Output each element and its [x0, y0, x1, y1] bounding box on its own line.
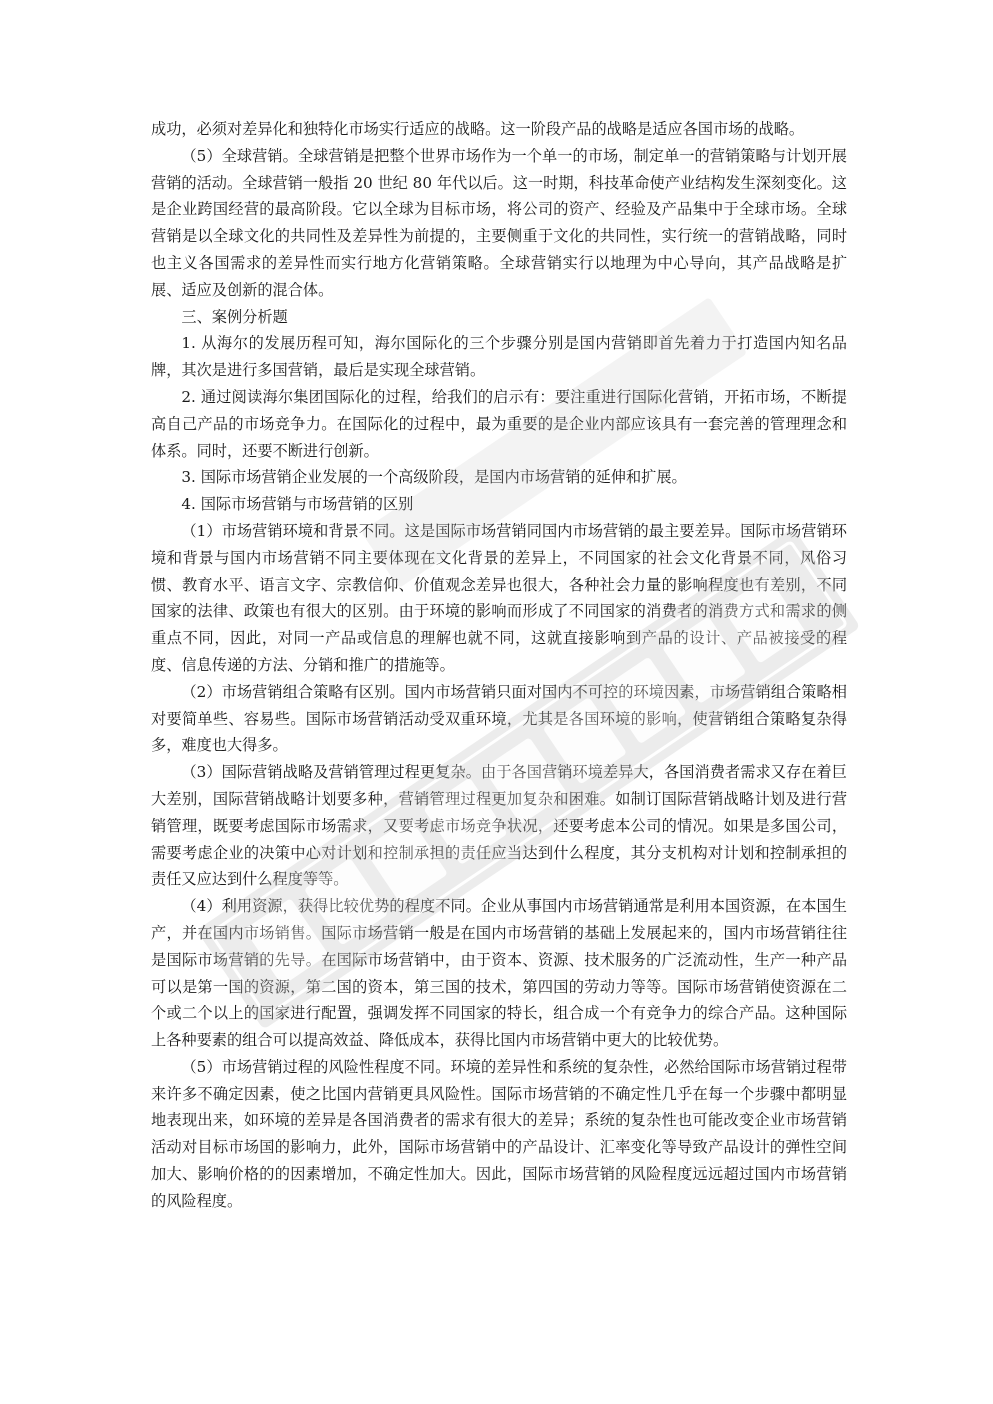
paragraph-difference-2: （2）市场营销组合策略有区别。国内市场营销只面对国内不可控的环境因素，市场营销组合策略相对要简单些、容易些。国际市场营销活动受双重环境，尤其是各国环境的影响，使营销组合策略复杂得多，难度也大得多。 — [151, 682, 847, 755]
paragraph-answer-4-title: 4. 国际市场营销与市场营销的区别 — [181, 495, 414, 514]
document-body — [151, 116, 847, 1215]
paragraph-answer-2: 2. 通过阅读海尔集团国际化的过程，给我们的启示有：要注重进行国际化营销，开拓市场，不断提高自己产品的市场竞争力。在国际化的过程中，最为重要的是企业内部应该具有一套完善的管理理念和体系。同时，还要不断进行创新。 — [151, 387, 847, 460]
paragraph-answer-1: 1. 从海尔的发展历程可知，海尔国际化的三个步骤分别是国内营销即首先着力于打造国内知名品牌，其次是进行多国营销，最后是实现全球营销。 — [151, 334, 847, 380]
paragraph-continuation: 成功，必须对差异化和独特化市场实行适应的战略。这一阶段产品的战略是适应各国市场的战略。 — [151, 120, 805, 138]
paragraph-difference-1: （1）市场营销环境和背景不同。这是国际市场营销同国内市场营销的最主要差异。国际市场营销环境和背景与国内市场营销不同主要体现在文化背景的差异上，不同国家的社会文化背景不同，风俗习惯、教育水平、语言文字、宗教信仰、价值观念差异也很大，各种社会力量的影响程度也有差别，不同国家的法律、政策也有很大的区别。由于环境的影响而形成了不同国家的消费者的消费方式和需求的侧重点不同，因此，对同一产品或信息的理解也就不同，这就直接影响到产品的设计、产品被接受的程度、信息传递的方法、分销和推广的措施等。 — [151, 521, 847, 674]
paragraph-difference-5: （5）市场营销过程的风险性程度不同。环境的差异性和系统的复杂性，必然给国际市场营销过程带来许多不确定因素，使之比国内营销更具风险性。国际市场营销的不确定性几乎在每一个步骤中都明显地表现出来，如环境的差异是各国消费者的需求有很大的差异；系统的复杂性也可能改变企业市场营销活动对目标市场国的影响力，此外，国际市场营销中的产品设计、汇率变化等导致产品设计的弹性空间加大、影响价格的的因素增加，不确定性加大。因此，国际市场营销的风险程度远远超过国内市场营销的风险程度。 — [151, 1057, 847, 1210]
section-heading-case-analysis: 三、案例分析题 — [181, 307, 288, 326]
paragraph-difference-3: （3）国际营销战略及营销管理过程更复杂。由于各国营销环境差异大，各国消费者需求又存在着巨大差别，国际营销战略计划要多种，营销管理过程更加复杂和困难。如制订国际营销战略计划及进行营销管理，既要考虑国际市场需求，又要考虑市场竞争状况，还要考虑本公司的情况。如果是多国公司，需要考虑企业的决策中心对计划和控制承担的责任应当达到什么程度，其分支机构对计划和控制承担的责任又应达到什么程度等等。 — [151, 763, 847, 889]
paragraph-answer-3: 3. 国际市场营销企业发展的一个高级阶段，是国内市场营销的延伸和扩展。 — [181, 468, 687, 487]
paragraph-global-marketing: （5）全球营销。全球营销是把整个世界市场作为一个单一的市场，制定单一的营销策略与计划开展营销的活动。全球营销一般指 20 世纪 80 年代以后。这一时期，科技革命使产业结构发生深刻变化。这是企业跨国经营的最高阶段。它以全球为目标市场，将公司的资产、经验及产品集中于全球市场。全球营销是以全球文化的共同性及差异性为前提的，主要侧重于文化的共同性，实行统一的营销战略，同时也主义各国需求的差异性而实行地方化营销策略。全球营销实行以地理为中心导向，其产品战略是扩展、适应及创新的混合体。 — [151, 146, 847, 299]
paragraph-difference-4: （4）利用资源，获得比较优势的程度不同。企业从事国内市场营销通常是利用本国资源，在本国生产，并在国内市场销售。国际市场营销一般是在国内市场营销的基础上发展起来的，国内市场营销往往是国际市场营销的先导。在国际市场营销中，由于资本、资源、技术服务的广泛流动性，生产一种产品可以是第一国的资源，第二国的资本，第三国的技术，第四国的劳动力等等。国际市场营销使资源在二个或二个以上的国家进行配置，强调发挥不同国家的特长，组合成一个有竞争力的综合产品。这种国际上各种要素的组合可以提高效益、降低成本，获得比国内市场营销中更大的比较优势。 — [151, 897, 847, 1050]
